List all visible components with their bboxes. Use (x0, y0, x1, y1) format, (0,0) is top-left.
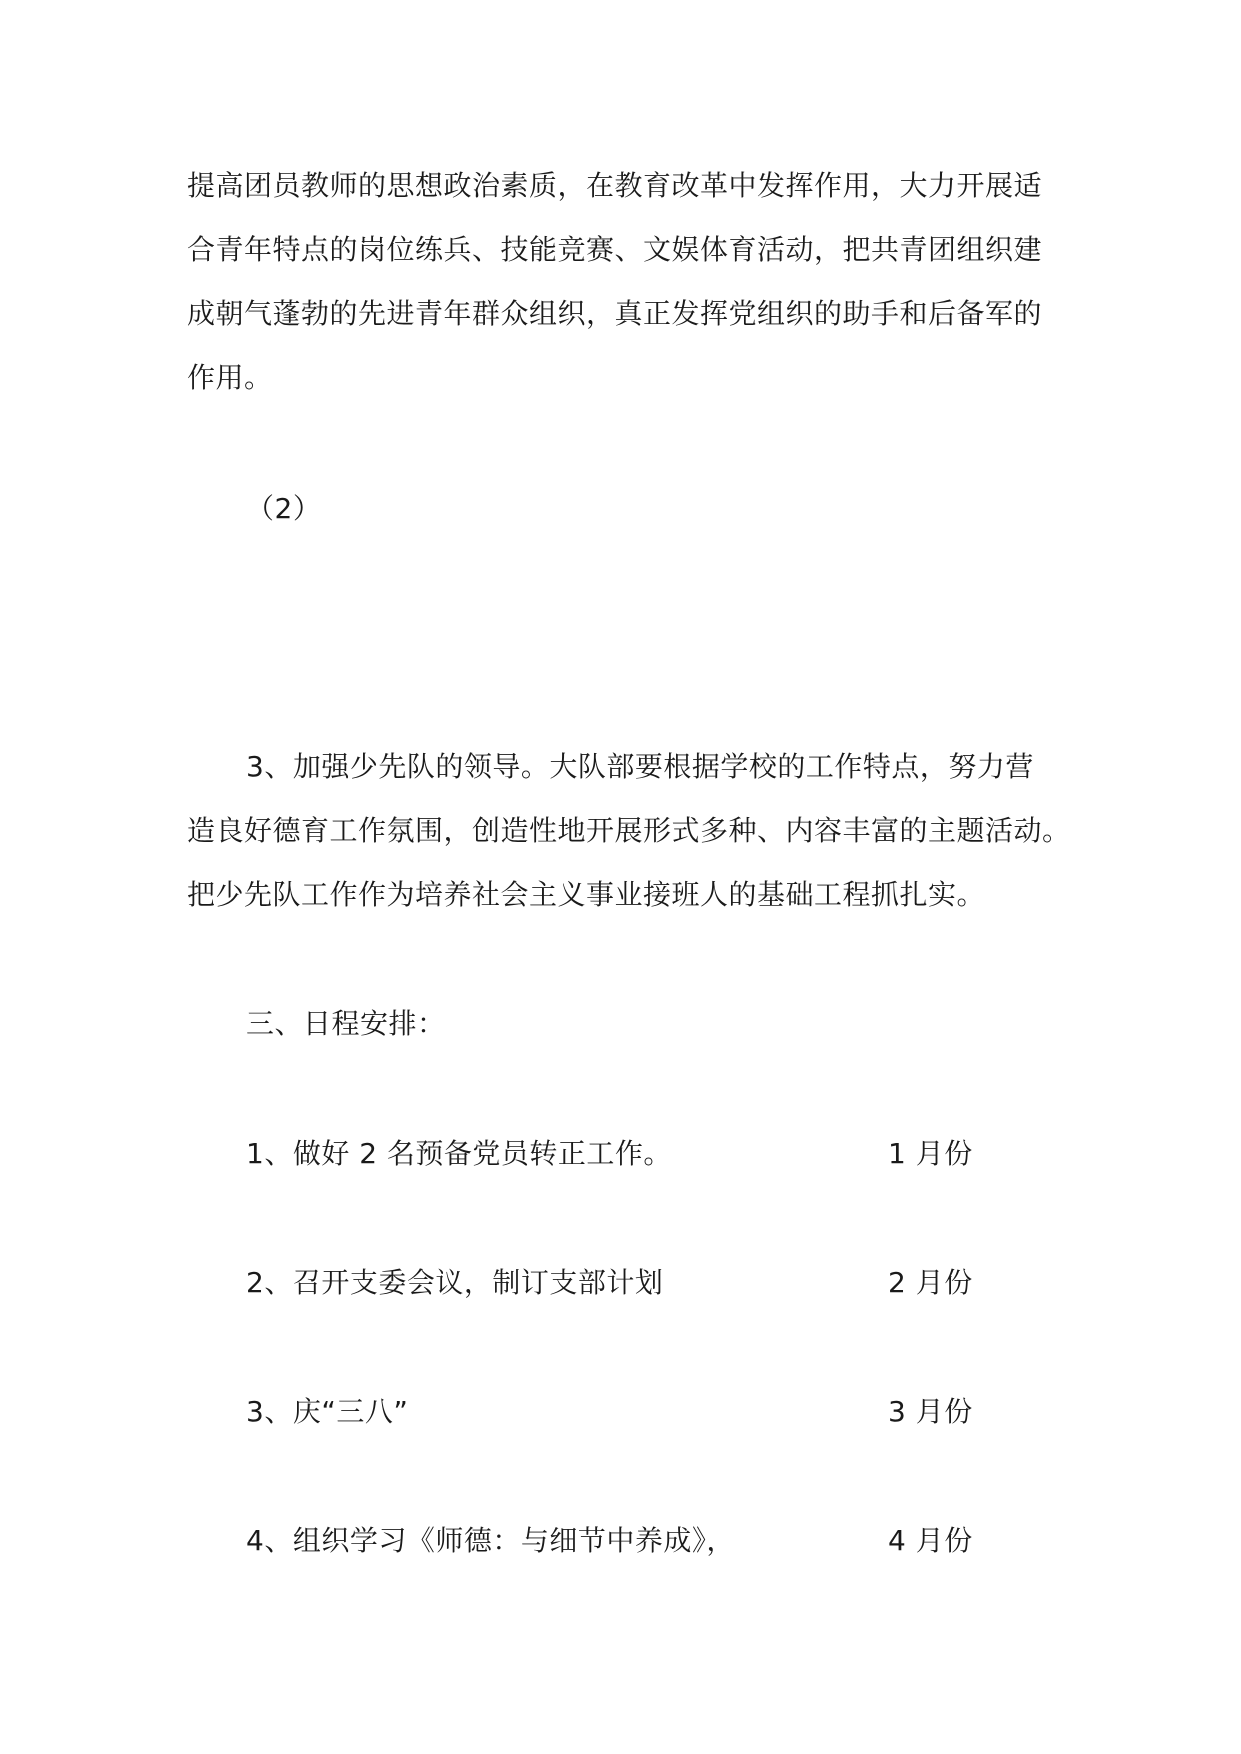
section-heading: 三、日程安排： (246, 1007, 446, 1040)
schedule-task-1: 1、做好 2 名预备党员转正工作。 (246, 1137, 672, 1170)
schedule-task-2: 2、召开支委会议，制订支部计划 (246, 1266, 664, 1299)
paragraph-1-line-3: 成朝气蓬勃的先进青年群众组织，真正发挥党组织的助手和后备军的 (187, 297, 1043, 330)
sub-item-marker: （2） (246, 492, 322, 525)
paragraph-3-line-1: 3、加强少先队的领导。大队部要根据学校的工作特点，努力营 (246, 750, 1034, 783)
schedule-month-1: 1 月份 (888, 1137, 973, 1170)
schedule-month-4: 4 月份 (888, 1524, 973, 1557)
paragraph-1-line-1: 提高团员教师的思想政治素质，在教育改革中发挥作用，大力开展适 (187, 169, 1043, 202)
paragraph-3-line-3: 把少先队工作作为培养社会主义事业接班人的基础工程抓扎实。 (187, 878, 986, 911)
schedule-month-3: 3 月份 (888, 1395, 973, 1428)
schedule-month-2: 2 月份 (888, 1266, 973, 1299)
schedule-task-3: 3、庆“三八” (246, 1395, 409, 1428)
paragraph-3-line-2: 造良好德育工作氛围，创造性地开展形式多种、内容丰富的主题活动。 (187, 814, 1071, 847)
paragraph-1-line-4: 作用。 (187, 361, 273, 394)
paragraph-1-line-2: 合青年特点的岗位练兵、技能竞赛、文娱体育活动，把共青团组织建 (187, 233, 1043, 266)
schedule-task-4: 4、组织学习《师德：与细节中养成》， (246, 1524, 735, 1557)
